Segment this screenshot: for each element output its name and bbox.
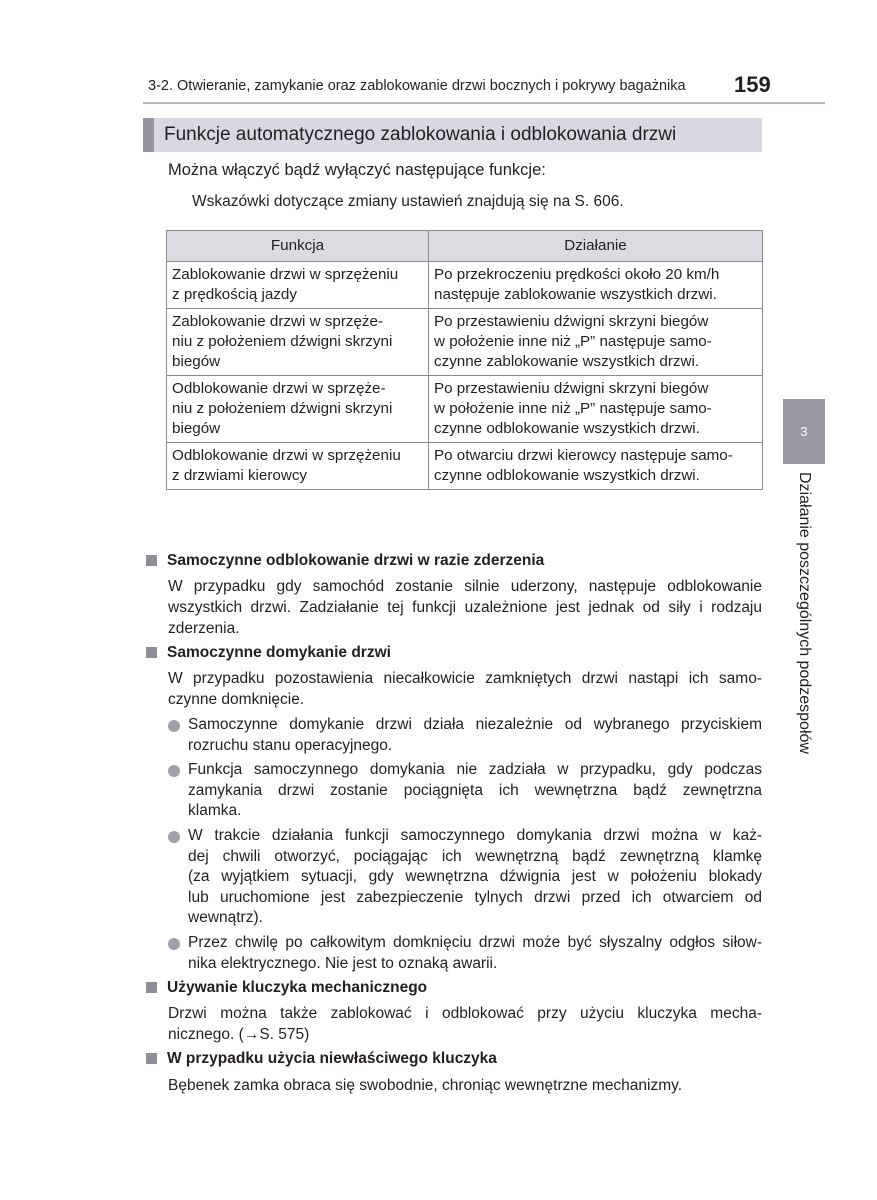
text-line: Bębenek zamka obraca się swobodnie, chroniąc wewnętrzne mechanizmy. bbox=[168, 1077, 683, 1094]
cell-line: następuje zablokowanie wszystkich drzwi. bbox=[434, 286, 717, 303]
cell-line: Po przestawieniu dźwigni skrzyni biegów bbox=[434, 313, 709, 330]
cell-line: czynne odblokowanie wszystkich drzwi. bbox=[434, 420, 700, 437]
mech-key-paragraph bbox=[168, 1003, 762, 1045]
text-line: W przypadku pozostawienia niecałkowicie zamkniętych drzwi nastąpi ich samo- bbox=[168, 670, 762, 687]
cell-line: Po otwarciu drzwi kierowcy następuje samo- bbox=[434, 447, 733, 464]
cell-line: niu z położeniem dźwigni skrzyni bbox=[172, 400, 393, 417]
cell-line: Po przekroczeniu prędkości około 20 km/h bbox=[434, 266, 720, 283]
table-row bbox=[167, 376, 763, 443]
crash-paragraph bbox=[168, 576, 762, 639]
subsection-title: Używanie kluczyka mechanicznego bbox=[167, 979, 428, 996]
table-header-row bbox=[167, 231, 763, 262]
function-cell bbox=[167, 309, 429, 376]
subsection-crash-heading bbox=[146, 552, 544, 570]
table-header-action: Działanie bbox=[429, 231, 763, 262]
text-line: wewnątrz). bbox=[188, 909, 263, 926]
cell-line: czynne zablokowanie wszystkich drzwi. bbox=[434, 353, 700, 370]
text-line: Samoczynne domykanie drzwi działa niezależnie od wybranego przyciskiem bbox=[188, 716, 762, 733]
text-line: Funkcja samoczynnego domykania nie zadziała w przypadku, gdy podczas bbox=[188, 761, 762, 778]
intro-text: Można włączyć bądź wyłączyć następujące funkcje: bbox=[168, 161, 546, 179]
bullet-dot-icon bbox=[168, 720, 180, 732]
text-line: zamykania drzwi zostanie pociągnięta ich wewnętrzna bądź zewnętrzna bbox=[188, 781, 762, 799]
cell-line: Zablokowanie drzwi w sprzężeniu bbox=[172, 266, 399, 283]
table-row bbox=[167, 262, 763, 309]
bullet-item bbox=[168, 933, 762, 974]
text-line: czynne domknięcie. bbox=[168, 691, 305, 708]
text-line: klamka. bbox=[188, 802, 242, 819]
cell-line: czynne odblokowanie wszystkich drzwi. bbox=[434, 467, 700, 484]
table-header-function: Funkcja bbox=[167, 231, 429, 262]
action-cell bbox=[429, 309, 763, 376]
soft-close-paragraph bbox=[168, 668, 762, 710]
cell-line: biegów bbox=[172, 353, 221, 370]
table-row bbox=[167, 309, 763, 376]
function-cell bbox=[167, 443, 429, 490]
cell-line: z drzwiami kierowcy bbox=[172, 467, 308, 484]
subsection-wrong-key-heading bbox=[146, 1050, 497, 1068]
action-cell bbox=[429, 262, 763, 309]
page-number: 159 bbox=[734, 72, 771, 97]
text-line: rozruchu stanu operacyjnego. bbox=[188, 736, 393, 754]
cell-line: Zablokowanie drzwi w sprzęże- bbox=[172, 313, 384, 330]
section-heading: Funkcje automatycznego zablokowania i odblokowania drzwi bbox=[143, 118, 762, 152]
action-cell bbox=[429, 443, 763, 490]
bullet-item bbox=[168, 760, 762, 822]
text-line: zderzenia. bbox=[168, 620, 240, 637]
table-row bbox=[167, 443, 763, 490]
subsection-title: Samoczynne odblokowanie drzwi w razie zderzenia bbox=[167, 552, 545, 569]
text-line: nicznego. (→S. 575) bbox=[168, 1026, 310, 1043]
cell-line: Po przestawieniu dźwigni skrzyni biegów bbox=[434, 380, 709, 397]
cell-line: Odblokowanie drzwi w sprzężeniu bbox=[172, 447, 401, 464]
bullet-dot-icon bbox=[168, 938, 180, 950]
square-bullet-icon bbox=[146, 1053, 157, 1064]
subsection-soft-close-heading bbox=[146, 644, 391, 662]
text-line: W przypadku gdy samochód zostanie silnie uderzony, następuje odblokowanie bbox=[168, 578, 762, 595]
action-cell bbox=[429, 376, 763, 443]
text-line: wszystkich drzwi. Zadziałanie tej funkcji uzależnione jest jednak od siły i rodzaju bbox=[168, 599, 762, 616]
cell-line: z prędkością jazdy bbox=[172, 286, 297, 303]
bullet-dot-icon bbox=[168, 765, 180, 777]
subsection-title: Samoczynne domykanie drzwi bbox=[167, 644, 391, 661]
text-line: (za wyjątkiem sytuacji, gdy wewnętrzna dźwignia jest w położeniu blokady bbox=[188, 868, 762, 885]
cell-line: niu z położeniem dźwigni skrzyni bbox=[172, 333, 393, 350]
running-header: 3-2. Otwieranie, zamykanie oraz zablokowanie drzwi bocznych i pokrywy bagażnika bbox=[148, 78, 686, 94]
subsection-title: W przypadku użycia niewłaściwego kluczyka bbox=[167, 1050, 497, 1067]
cell-line: biegów bbox=[172, 420, 221, 437]
subsection-mech-key-heading bbox=[146, 979, 427, 997]
text-line: lub uruchomione jest zabezpieczenie tylnych drzwi przed ich otwarciem od bbox=[188, 888, 762, 906]
wrong-key-paragraph bbox=[168, 1075, 762, 1096]
square-bullet-icon bbox=[146, 647, 157, 658]
square-bullet-icon bbox=[146, 982, 157, 993]
text-line: Drzwi można także zablokować i odblokować przy użyciu kluczyka mecha- bbox=[168, 1005, 762, 1022]
bullet-dot-icon bbox=[168, 831, 180, 843]
settings-hint: Wskazówki dotyczące zmiany ustawień znajdują się na S. 606. bbox=[192, 193, 624, 210]
cell-line: w położenie inne niż „P” następuje samo- bbox=[434, 333, 712, 350]
text-line: Przez chwilę po całkowitym domknięciu drzwi może być słyszalny odgłos siłow- bbox=[188, 934, 762, 951]
functions-table bbox=[166, 230, 763, 490]
function-cell bbox=[167, 376, 429, 443]
bullet-item bbox=[168, 715, 762, 756]
text-line: dej chwili otworzyć, pociągając ich wewnętrzną bądź zewnętrzną klamkę bbox=[188, 847, 762, 865]
chapter-title: Działanie poszczególnych podzespołów bbox=[796, 472, 813, 754]
chapter-tab: 3 bbox=[783, 399, 825, 464]
cell-line: Odblokowanie drzwi w sprzęże- bbox=[172, 380, 386, 397]
bullet-item bbox=[168, 826, 762, 929]
text-line: W trakcie działania funkcji samoczynnego domykania drzwi można w każ- bbox=[188, 827, 762, 844]
square-bullet-icon bbox=[146, 555, 157, 566]
cell-line: w położenie inne niż „P” następuje samo- bbox=[434, 400, 712, 417]
function-cell bbox=[167, 262, 429, 309]
header-divider bbox=[143, 102, 825, 104]
text-line: nika elektrycznego. Nie jest to oznaką awarii. bbox=[188, 954, 498, 972]
